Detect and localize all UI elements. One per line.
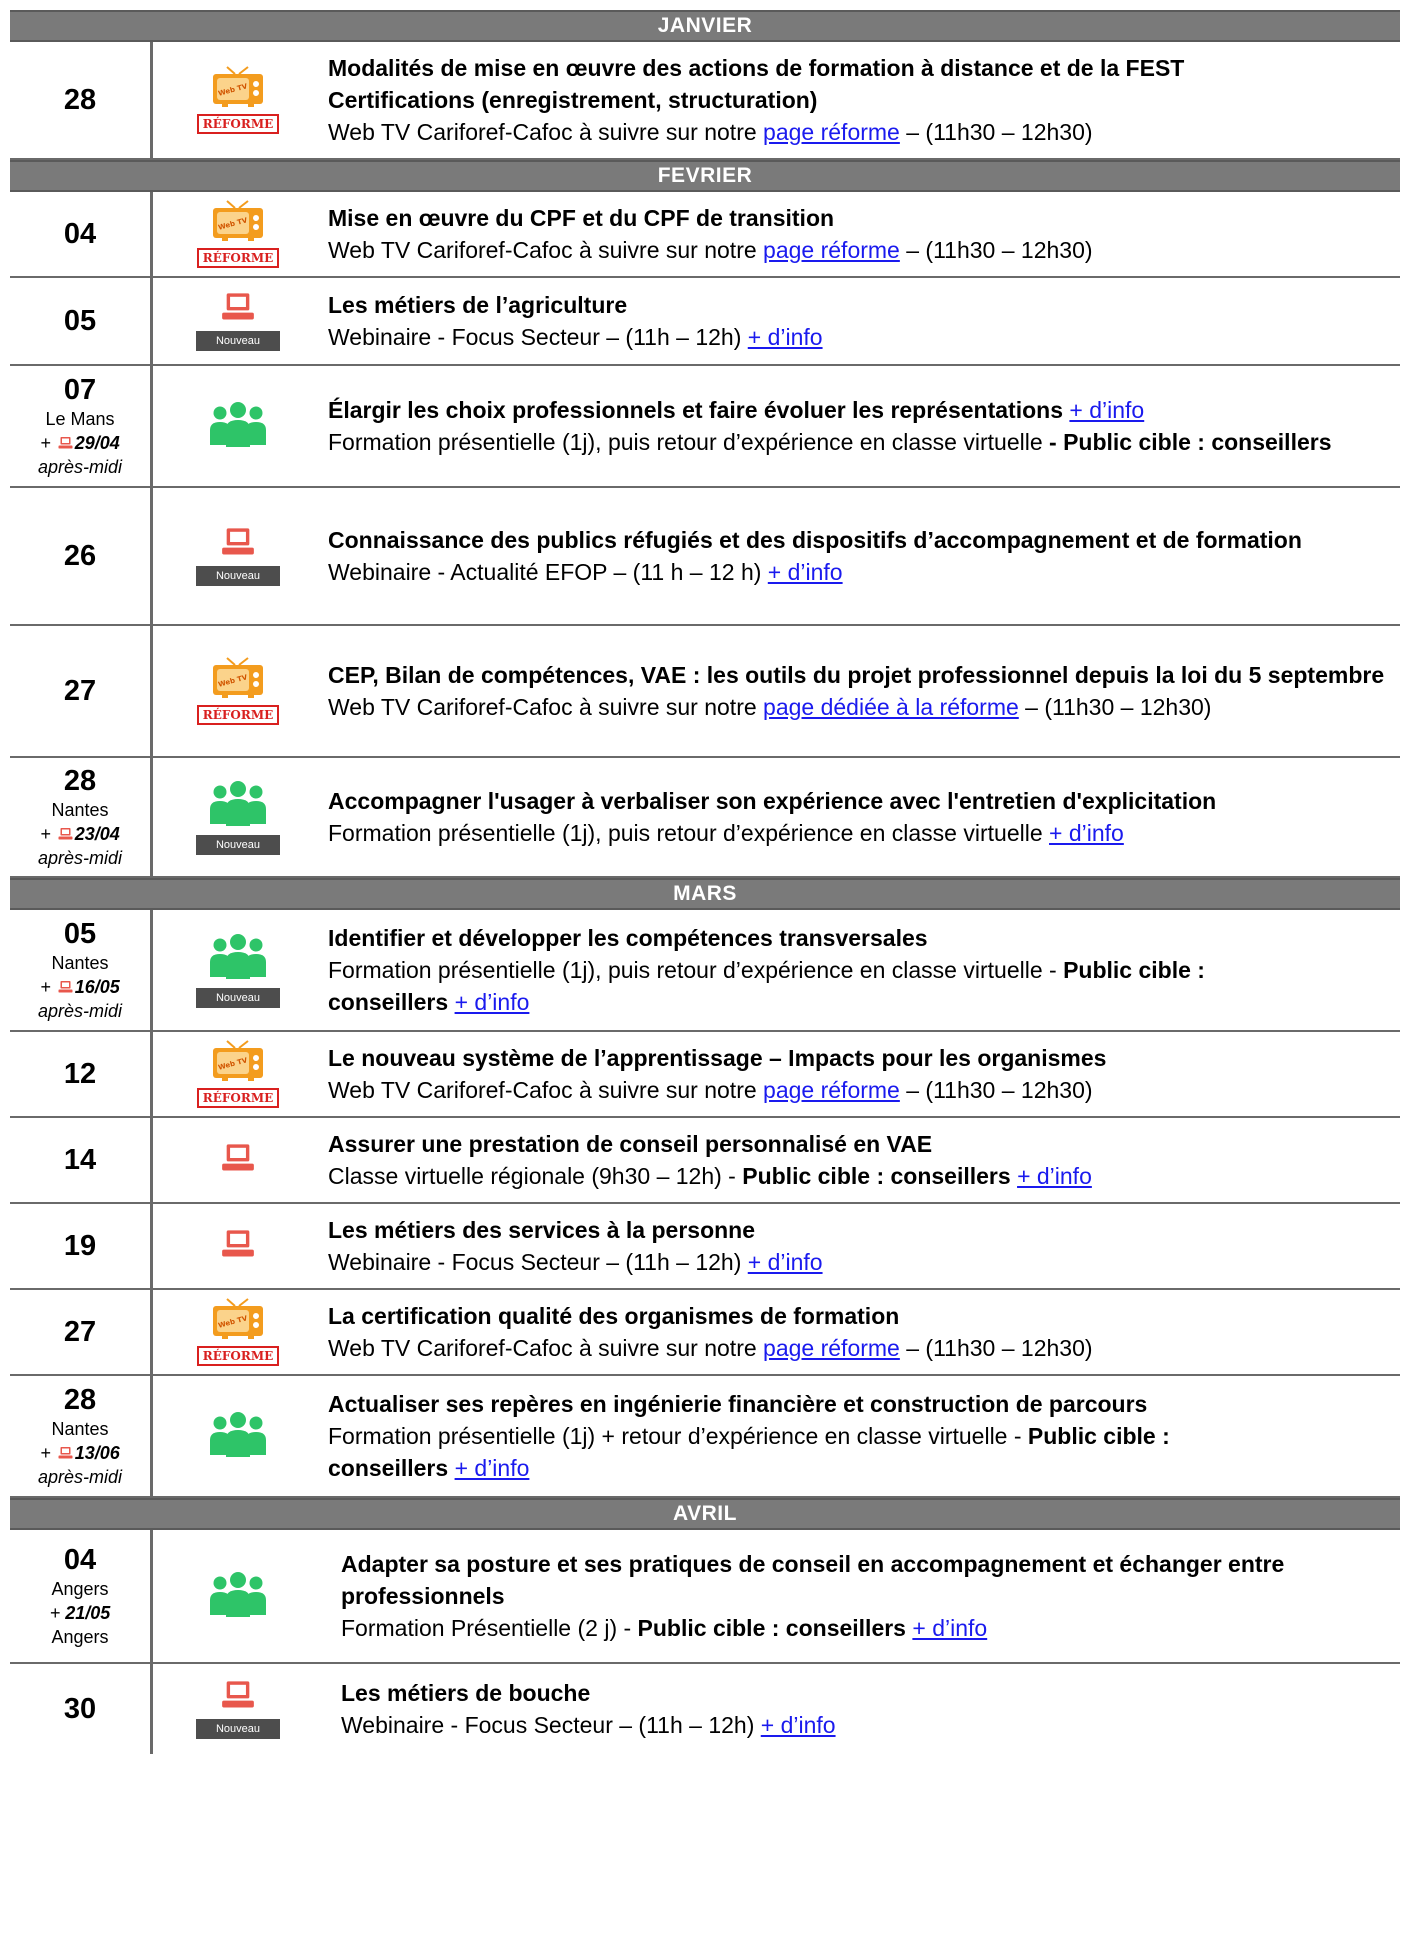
svg-text:Web TV: Web TV: [217, 673, 249, 689]
event-row: [10, 1664, 1400, 1754]
more-info-link[interactable]: + d’info: [1049, 820, 1124, 846]
event-desc: Webinaire - Focus Secteur – (11h – 12h) + d’info: [328, 324, 823, 350]
tv-glyph: [210, 200, 266, 247]
mini-laptop-icon: [58, 823, 73, 837]
event-day: 05: [63, 918, 97, 950]
event-content: [323, 758, 1400, 876]
event-day: 28: [63, 1384, 97, 1416]
reforme-label: RÉFORME: [197, 1346, 279, 1366]
event-desc: Web TV Cariforef-Cafoc à suivre sur notre page dédiée à la réforme – (11h30 – 12h30): [328, 694, 1212, 720]
event-content: [323, 42, 1400, 158]
more-info-link[interactable]: + d’info: [912, 1615, 988, 1641]
more-info-link[interactable]: + d’info: [747, 1249, 823, 1275]
page-reforme-link[interactable]: page réforme: [763, 237, 900, 263]
svg-text:Web TV: Web TV: [217, 82, 249, 98]
tv-glyph: [210, 1298, 266, 1345]
event-title: CEP, Bilan de compétences, VAE : les outils du projet professionnel depuis la loi du 5 septembre: [328, 662, 1385, 688]
more-info-link[interactable]: + d’info: [454, 989, 530, 1015]
event-title: Modalités de mise en œuvre des actions de formation à distance et de la FEST: [328, 55, 1185, 81]
event-day: 12: [63, 1058, 97, 1090]
event-row: [10, 1032, 1400, 1118]
event-title: Connaissance des publics réfugiés et des dispositifs d’accompagnement et de formation: [328, 527, 1302, 553]
laptop-icon: [153, 1204, 323, 1288]
event-day: 28: [63, 84, 97, 116]
nouveau-badge: Nouveau: [196, 566, 280, 586]
event-title: Les métiers de bouche: [341, 1680, 591, 1706]
event-desc-line2: conseillers + d’info: [328, 989, 530, 1015]
page-reforme-link[interactable]: page réforme: [763, 1335, 900, 1361]
event-date: [10, 758, 153, 876]
event-row: [10, 910, 1400, 1032]
event-date: [10, 1376, 153, 1496]
month-header: AVRIL: [10, 1498, 1400, 1530]
event-desc: Webinaire - Focus Secteur – (11h – 12h) + d’info: [341, 1712, 836, 1738]
event-row: [10, 626, 1400, 758]
event-date: [10, 1290, 153, 1374]
laptop-glyph: [221, 527, 255, 562]
nouveau-badge: Nouveau: [196, 988, 280, 1008]
event-content: [323, 910, 1400, 1030]
laptop-glyph: [221, 1680, 255, 1715]
event-followup-date: + 29/04: [40, 433, 120, 453]
event-row: [10, 366, 1400, 488]
event-place: Nantes: [51, 800, 109, 820]
event-desc: Formation présentielle (1j), puis retour d’expérience en classe virtuelle - Public cible :: [328, 957, 1205, 983]
more-info-link[interactable]: + d’info: [1069, 397, 1145, 423]
event-content: [323, 1204, 1400, 1288]
event-followup-time: après-midi: [37, 1001, 123, 1021]
people-icon: [153, 366, 323, 486]
event-date: [10, 910, 153, 1030]
month-header: MARS: [10, 878, 1400, 910]
event-content: [323, 1530, 1400, 1662]
more-info-link[interactable]: + d’info: [1017, 1163, 1092, 1189]
event-title: Identifier et développer les compétences transversales: [328, 925, 928, 951]
event-title: Les métiers des services à la personne: [328, 1217, 756, 1243]
event-row: [10, 488, 1400, 626]
laptop-glyph: [221, 1229, 255, 1264]
event-title: Le nouveau système de l’apprentissage – Impacts pour les organismes: [328, 1045, 1107, 1071]
event-row: [10, 1290, 1400, 1376]
month-header: FEVRIER: [10, 160, 1400, 192]
mini-laptop-icon: [58, 432, 73, 446]
laptop-icon: [153, 1664, 323, 1754]
event-date: [10, 1204, 153, 1288]
event-date: [10, 192, 153, 276]
page-reforme-link[interactable]: page réforme: [763, 1077, 900, 1103]
event-content: [323, 488, 1400, 624]
event-row: [10, 1376, 1400, 1498]
event-content: [323, 366, 1400, 486]
event-day: 07: [63, 374, 97, 406]
event-desc: Webinaire - Actualité EFOP – (11 h – 12 h) + d’info: [328, 559, 843, 585]
more-info-link[interactable]: + d’info: [747, 324, 823, 350]
event-place: Le Mans: [45, 409, 115, 429]
event-content: [323, 192, 1400, 276]
nouveau-badge: Nouveau: [196, 835, 280, 855]
event-day: 04: [63, 218, 97, 250]
people-glyph: [208, 1571, 268, 1622]
event-title: Accompagner l'usager à verbaliser son expérience avec l'entretien d'explicitation: [328, 788, 1217, 814]
laptop-icon: [153, 278, 323, 364]
event-day: 30: [63, 1693, 97, 1725]
event-place: Nantes: [51, 953, 109, 973]
event-row: [10, 278, 1400, 366]
nouveau-badge: Nouveau: [196, 331, 280, 351]
event-title-line: [328, 394, 1386, 426]
event-day: 26: [63, 540, 97, 572]
event-title: Élargir les choix professionnels et faire évoluer les représentations: [328, 397, 1064, 423]
more-info-link[interactable]: + d’info: [767, 559, 843, 585]
event-desc: Formation présentielle (1j), puis retour d’expérience en classe virtuelle + d’info: [328, 820, 1124, 846]
event-row: [10, 42, 1400, 160]
event-desc: Formation présentielle (1j), puis retour d’expérience en classe virtuelle - Public cible : conseillers: [328, 429, 1332, 455]
month-header: JANVIER: [10, 10, 1400, 42]
event-desc: Webinaire - Focus Secteur – (11h – 12h) + d’info: [328, 1249, 823, 1275]
event-day: 05: [63, 305, 97, 337]
event-title: Assurer une prestation de conseil personnalisé en VAE: [328, 1131, 933, 1157]
event-content: [323, 1376, 1400, 1496]
laptop-glyph: [221, 1143, 255, 1178]
tv-glyph: [210, 1040, 266, 1087]
event-date: [10, 42, 153, 158]
event-desc: Web TV Cariforef-Cafoc à suivre sur notre page réforme – (11h30 – 12h30): [328, 237, 1093, 263]
event-title: Actualiser ses repères en ingénierie financière et construction de parcours: [328, 1391, 1148, 1417]
event-followup-date: + 13/06: [40, 1443, 120, 1463]
event-day: 28: [63, 765, 97, 797]
people-glyph: [208, 1411, 268, 1462]
event-followup-place: Angers: [51, 1627, 109, 1647]
event-content: [323, 1032, 1400, 1116]
event-row: [10, 758, 1400, 878]
webtv-reforme-icon: [153, 626, 323, 756]
event-row: [10, 192, 1400, 278]
event-date: [10, 1530, 153, 1662]
event-desc: Web TV Cariforef-Cafoc à suivre sur notre page réforme – (11h30 – 12h30): [328, 1335, 1093, 1361]
event-content: [323, 1664, 1400, 1754]
event-followup-date: + 16/05: [40, 977, 120, 997]
event-content: [323, 1290, 1400, 1374]
event-date: [10, 626, 153, 756]
event-row: [10, 1530, 1400, 1664]
svg-text:Web TV: Web TV: [217, 1056, 249, 1072]
event-followup-time: après-midi: [37, 457, 123, 477]
event-day: 19: [63, 1230, 97, 1262]
webtv-reforme-icon: [153, 42, 323, 158]
event-content: [323, 1118, 1400, 1202]
tv-glyph: [210, 657, 266, 704]
svg-text:Web TV: Web TV: [217, 1314, 249, 1330]
event-content: [323, 626, 1400, 756]
event-title: Mise en œuvre du CPF et du CPF de transition: [328, 205, 835, 231]
page-reforme-link[interactable]: page réforme: [763, 119, 900, 145]
event-followup-time: après-midi: [37, 848, 123, 868]
reforme-label: RÉFORME: [197, 248, 279, 268]
event-date: [10, 1664, 153, 1754]
event-date: [10, 278, 153, 364]
laptop-icon: [153, 488, 323, 624]
event-place: Angers: [51, 1579, 109, 1599]
reforme-label: RÉFORME: [197, 1088, 279, 1108]
event-title-line2: Certifications (enregistrement, structuration): [328, 87, 818, 113]
people-icon: [153, 758, 323, 876]
people-icon: [153, 910, 323, 1030]
event-title: Adapter sa posture et ses pratiques de conseil en accompagnement et échanger entre professionnels: [341, 1551, 1285, 1609]
webtv-reforme-icon: [153, 1032, 323, 1116]
people-icon: [153, 1376, 323, 1496]
webtv-reforme-icon: [153, 192, 323, 276]
event-place: Nantes: [51, 1419, 109, 1439]
webtv-reforme-icon: [153, 1290, 323, 1374]
laptop-glyph: [221, 292, 255, 327]
event-day: 14: [63, 1144, 97, 1176]
event-row: [10, 1118, 1400, 1204]
event-desc: Web TV Cariforef-Cafoc à suivre sur notre page réforme – (11h30 – 12h30): [328, 1077, 1093, 1103]
event-desc: Classe virtuelle régionale (9h30 – 12h) - Public cible : conseillers + d’info: [328, 1163, 1092, 1189]
people-glyph: [208, 933, 268, 984]
svg-text:Web TV: Web TV: [217, 216, 249, 232]
people-glyph: [208, 780, 268, 831]
event-followup-time: après-midi: [37, 1467, 123, 1487]
event-desc: Formation présentielle (1j) + retour d’expérience en classe virtuelle - Public cible :: [328, 1423, 1170, 1449]
event-followup-date: + 23/04: [40, 824, 120, 844]
event-content: [323, 278, 1400, 364]
event-day: 27: [63, 675, 97, 707]
people-glyph: [208, 401, 268, 452]
event-desc: Web TV Cariforef-Cafoc à suivre sur notre page réforme – (11h30 – 12h30): [328, 119, 1093, 145]
mini-laptop-icon: [58, 1442, 73, 1456]
event-row: [10, 1204, 1400, 1290]
mini-laptop-icon: [58, 976, 73, 990]
event-date: [10, 366, 153, 486]
event-date: [10, 488, 153, 624]
more-info-link[interactable]: + d’info: [454, 1455, 530, 1481]
laptop-icon: [153, 1118, 323, 1202]
nouveau-badge: Nouveau: [196, 1719, 280, 1739]
more-info-link[interactable]: + d’info: [760, 1712, 836, 1738]
people-icon: [153, 1530, 323, 1662]
event-date: [10, 1032, 153, 1116]
reforme-label: RÉFORME: [197, 114, 279, 134]
event-desc-line2: conseillers + d’info: [328, 1455, 530, 1481]
page-reforme-link[interactable]: page dédiée à la réforme: [763, 694, 1019, 720]
event-title: La certification qualité des organismes de formation: [328, 1303, 900, 1329]
event-day: 04: [63, 1544, 97, 1576]
tv-glyph: [210, 66, 266, 113]
event-title: Les métiers de l’agriculture: [328, 292, 628, 318]
calendar: [10, 10, 1400, 1754]
event-date: [10, 1118, 153, 1202]
event-desc: Formation Présentielle (2 j) - Public cible : conseillers + d’info: [341, 1615, 988, 1641]
event-day: 27: [63, 1316, 97, 1348]
event-followup-date: + 21/05: [49, 1603, 111, 1623]
reforme-label: RÉFORME: [197, 705, 279, 725]
